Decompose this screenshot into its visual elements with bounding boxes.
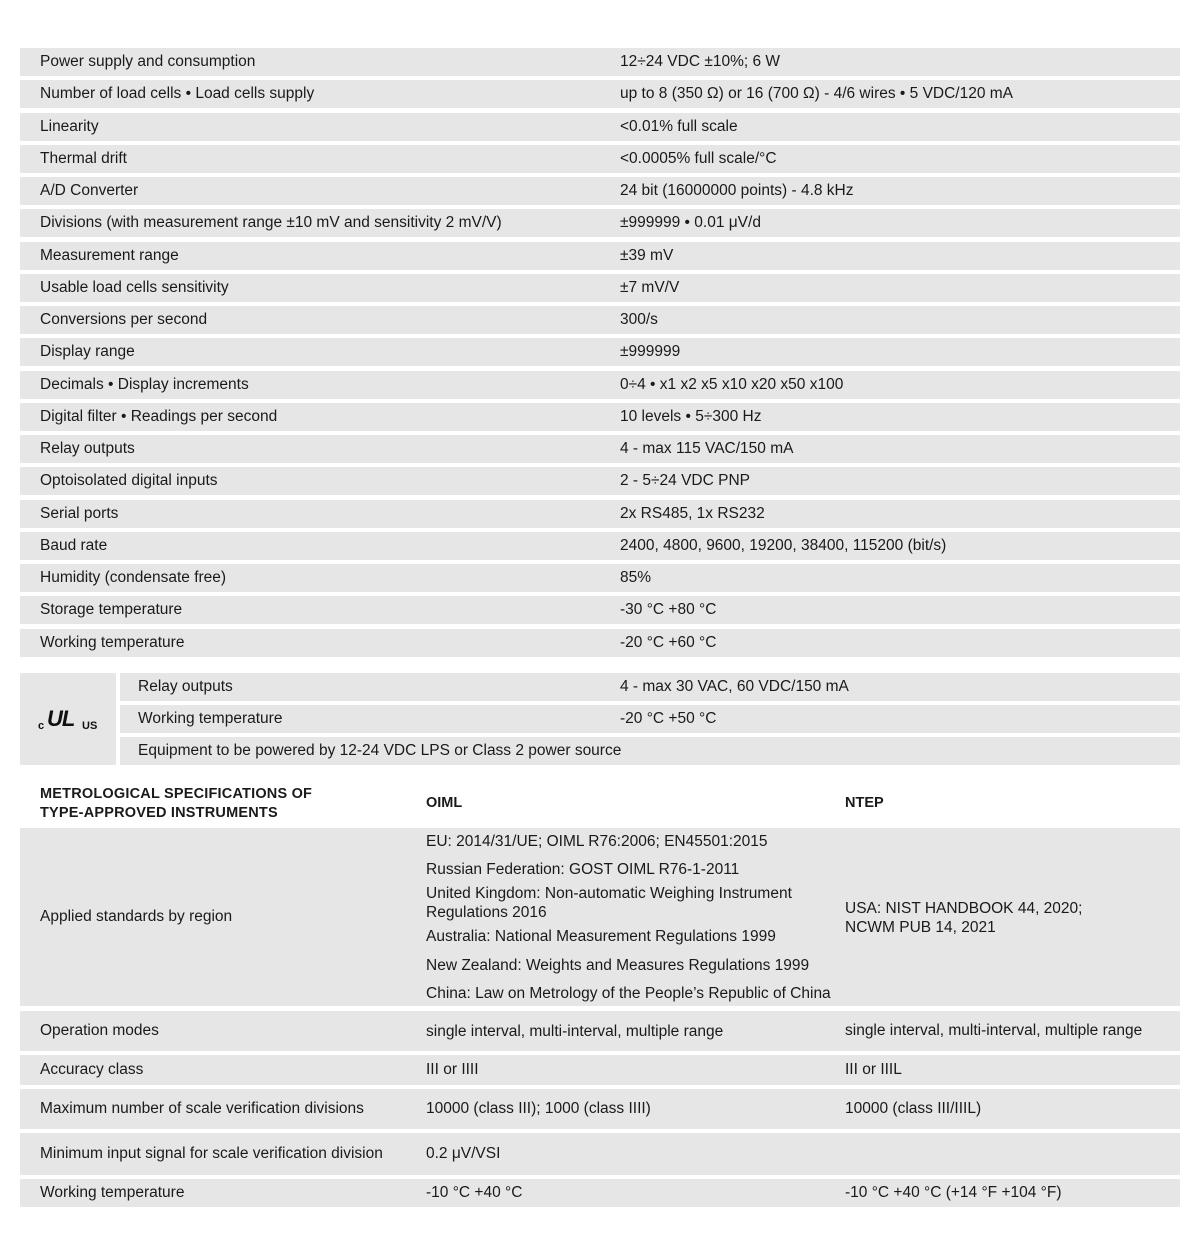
spec-row	[20, 403, 1180, 431]
spec-value: 12÷24 VDC ±10%; 6 W	[620, 53, 781, 70]
ul-row	[120, 737, 1180, 765]
spec-value: -20 °C +60 °C	[620, 633, 717, 651]
metro-label: Working temperature	[40, 1184, 185, 1201]
spec-row	[20, 80, 1180, 108]
ul-row	[120, 705, 1180, 733]
spec-row	[20, 113, 1180, 141]
ntep-standards: USA: NIST HANDBOOK 44, 2020; NCWM PUB 14, 2021	[845, 900, 1083, 936]
metro-oiml-value: 10000 (class III); 1000 (class IIII)	[426, 1100, 651, 1117]
standards-label: Applied standards by region	[40, 908, 233, 925]
spec-row	[20, 564, 1180, 592]
spec-value: 2 - 5÷24 VDC PNP	[620, 472, 750, 490]
spec-value: ±999999 • 0.01 μV/d	[620, 214, 761, 232]
metro-label: Accuracy class	[40, 1061, 144, 1078]
logo-us: US	[82, 720, 98, 732]
standard-item: Australia: National Measurement Regulations 1999	[426, 928, 776, 945]
metrological-title: METROLOGICAL SPECIFICATIONS OF TYPE-APPROVED INSTRUMENTS	[40, 786, 313, 821]
spec-row	[20, 435, 1180, 463]
spec-value: 24 bit (16000000 points) - 4.8 kHz	[620, 182, 854, 199]
ul-value: -20 °C +50 °C	[620, 710, 717, 727]
spec-label: Usable load cells sensitivity	[40, 278, 229, 296]
standard-item: EU: 2014/31/UE; OIML R76:2006; EN45501:2015	[426, 833, 768, 850]
metro-oiml-value: III or IIII	[426, 1061, 479, 1078]
ul-mark-icon	[36, 707, 102, 733]
spec-value: 300/s	[620, 311, 658, 328]
metro-row	[20, 1179, 1180, 1207]
spec-label: Linearity	[40, 117, 99, 135]
metro-oiml-value: -10 °C +40 °C	[426, 1184, 523, 1201]
spec-label: Divisions (with measurement range ±10 mV and sensitivity 2 mV/V)	[40, 214, 502, 232]
spec-value: 85%	[620, 569, 652, 586]
spec-label: Display range	[40, 343, 135, 361]
column-ntep: NTEP	[845, 795, 884, 811]
spec-row	[20, 338, 1180, 366]
metro-ntep-value: 10000 (class III/IIIL)	[845, 1100, 982, 1117]
spec-value: ±39 mV	[620, 246, 674, 264]
cul-us-logo	[20, 673, 116, 765]
spec-label: Storage temperature	[40, 601, 183, 619]
spec-row	[20, 467, 1180, 495]
spec-label: Thermal drift	[40, 149, 127, 167]
spec-value: up to 8 (350 Ω) or 16 (700 Ω) - 4/6 wires • 5 VDC/120 mA	[620, 85, 1014, 103]
column-oiml: OIML	[426, 795, 463, 811]
spec-row	[20, 242, 1180, 270]
spec-value: 4 - max 115 VAC/150 mA	[620, 440, 794, 457]
ul-certification-block	[20, 673, 1180, 765]
spec-label: Humidity (condensate free)	[40, 569, 227, 586]
spec-label: Number of load cells • Load cells supply	[40, 85, 315, 103]
spec-table	[20, 48, 1180, 661]
spec-value: ±7 mV/V	[620, 278, 680, 296]
spec-row	[20, 177, 1180, 205]
metro-ntep-value: single interval, multi-interval, multiple range	[845, 1022, 1143, 1039]
spec-label: Baud rate	[40, 536, 108, 554]
metro-row	[20, 1011, 1180, 1051]
metro-label: Operation modes	[40, 1022, 159, 1039]
metro-row	[20, 1055, 1180, 1085]
spec-value: <0.01% full scale	[620, 117, 738, 135]
metro-ntep-value: III or IIIL	[845, 1061, 902, 1078]
spec-row	[20, 209, 1180, 237]
spec-value: 10 levels • 5÷300 Hz	[620, 407, 762, 425]
spec-row	[20, 532, 1180, 560]
spec-row	[20, 306, 1180, 334]
spec-row	[20, 145, 1180, 173]
spec-row	[20, 596, 1180, 624]
spec-label: Relay outputs	[40, 440, 135, 457]
spec-value: 2x RS485, 1x RS232	[620, 504, 765, 522]
standard-item: China: Law on Metrology of the People’s Republic of China	[426, 985, 831, 1002]
metro-row	[20, 1089, 1180, 1129]
spec-row	[20, 629, 1180, 657]
spec-label: Conversions per second	[40, 311, 208, 328]
spec-label: Serial ports	[40, 504, 119, 522]
spec-row	[20, 371, 1180, 399]
spec-label: Digital filter • Readings per second	[40, 407, 278, 425]
spec-value: <0.0005% full scale/°C	[620, 149, 777, 167]
spec-label: Measurement range	[40, 246, 179, 264]
ul-note: Equipment to be powered by 12-24 VDC LPS or Class 2 power source	[138, 742, 622, 759]
logo-ul: UL	[47, 707, 75, 731]
spec-label: Working temperature	[40, 633, 185, 651]
standard-item: New Zealand: Weights and Measures Regulations 1999	[426, 957, 810, 974]
spec-row	[20, 48, 1180, 76]
metro-oiml-value: 0.2 μV/VSI	[426, 1145, 501, 1162]
metrological-header	[20, 783, 1180, 825]
ul-label: Working temperature	[138, 710, 283, 727]
spec-row	[20, 500, 1180, 528]
standard-item: Russian Federation: GOST OIML R76-1-2011	[426, 861, 740, 878]
standards-row	[20, 828, 1180, 1006]
spec-value: 2400, 4800, 9600, 19200, 38400, 115200 (bit/s)	[620, 536, 947, 554]
spec-row	[20, 274, 1180, 302]
metro-oiml-value: single interval, multi-interval, multiple range	[426, 1023, 724, 1040]
metro-ntep-value: -10 °C +40 °C (+14 °F +104 °F)	[845, 1184, 1062, 1201]
spec-value: -30 °C +80 °C	[620, 601, 717, 619]
logo-c: c	[38, 720, 45, 732]
standard-item: United Kingdom: Non-automatic Weighing Instrument Regulations 2016	[426, 885, 792, 921]
ul-value: 4 - max 30 VAC, 60 VDC/150 mA	[620, 678, 849, 695]
metro-label: Minimum input signal for scale verification division	[40, 1145, 383, 1162]
spec-value: ±999999	[620, 343, 681, 361]
spec-value: 0÷4 • x1 x2 x5 x10 x20 x50 x100	[620, 375, 844, 393]
ul-row	[120, 673, 1180, 701]
spec-label: A/D Converter	[40, 182, 139, 199]
spec-label: Decimals • Display increments	[40, 375, 249, 393]
ul-label: Relay outputs	[138, 678, 233, 695]
spec-label: Optoisolated digital inputs	[40, 472, 218, 490]
metro-label: Maximum number of scale verification divisions	[40, 1100, 364, 1117]
metro-row	[20, 1133, 1180, 1175]
spec-label: Power supply and consumption	[40, 53, 256, 70]
